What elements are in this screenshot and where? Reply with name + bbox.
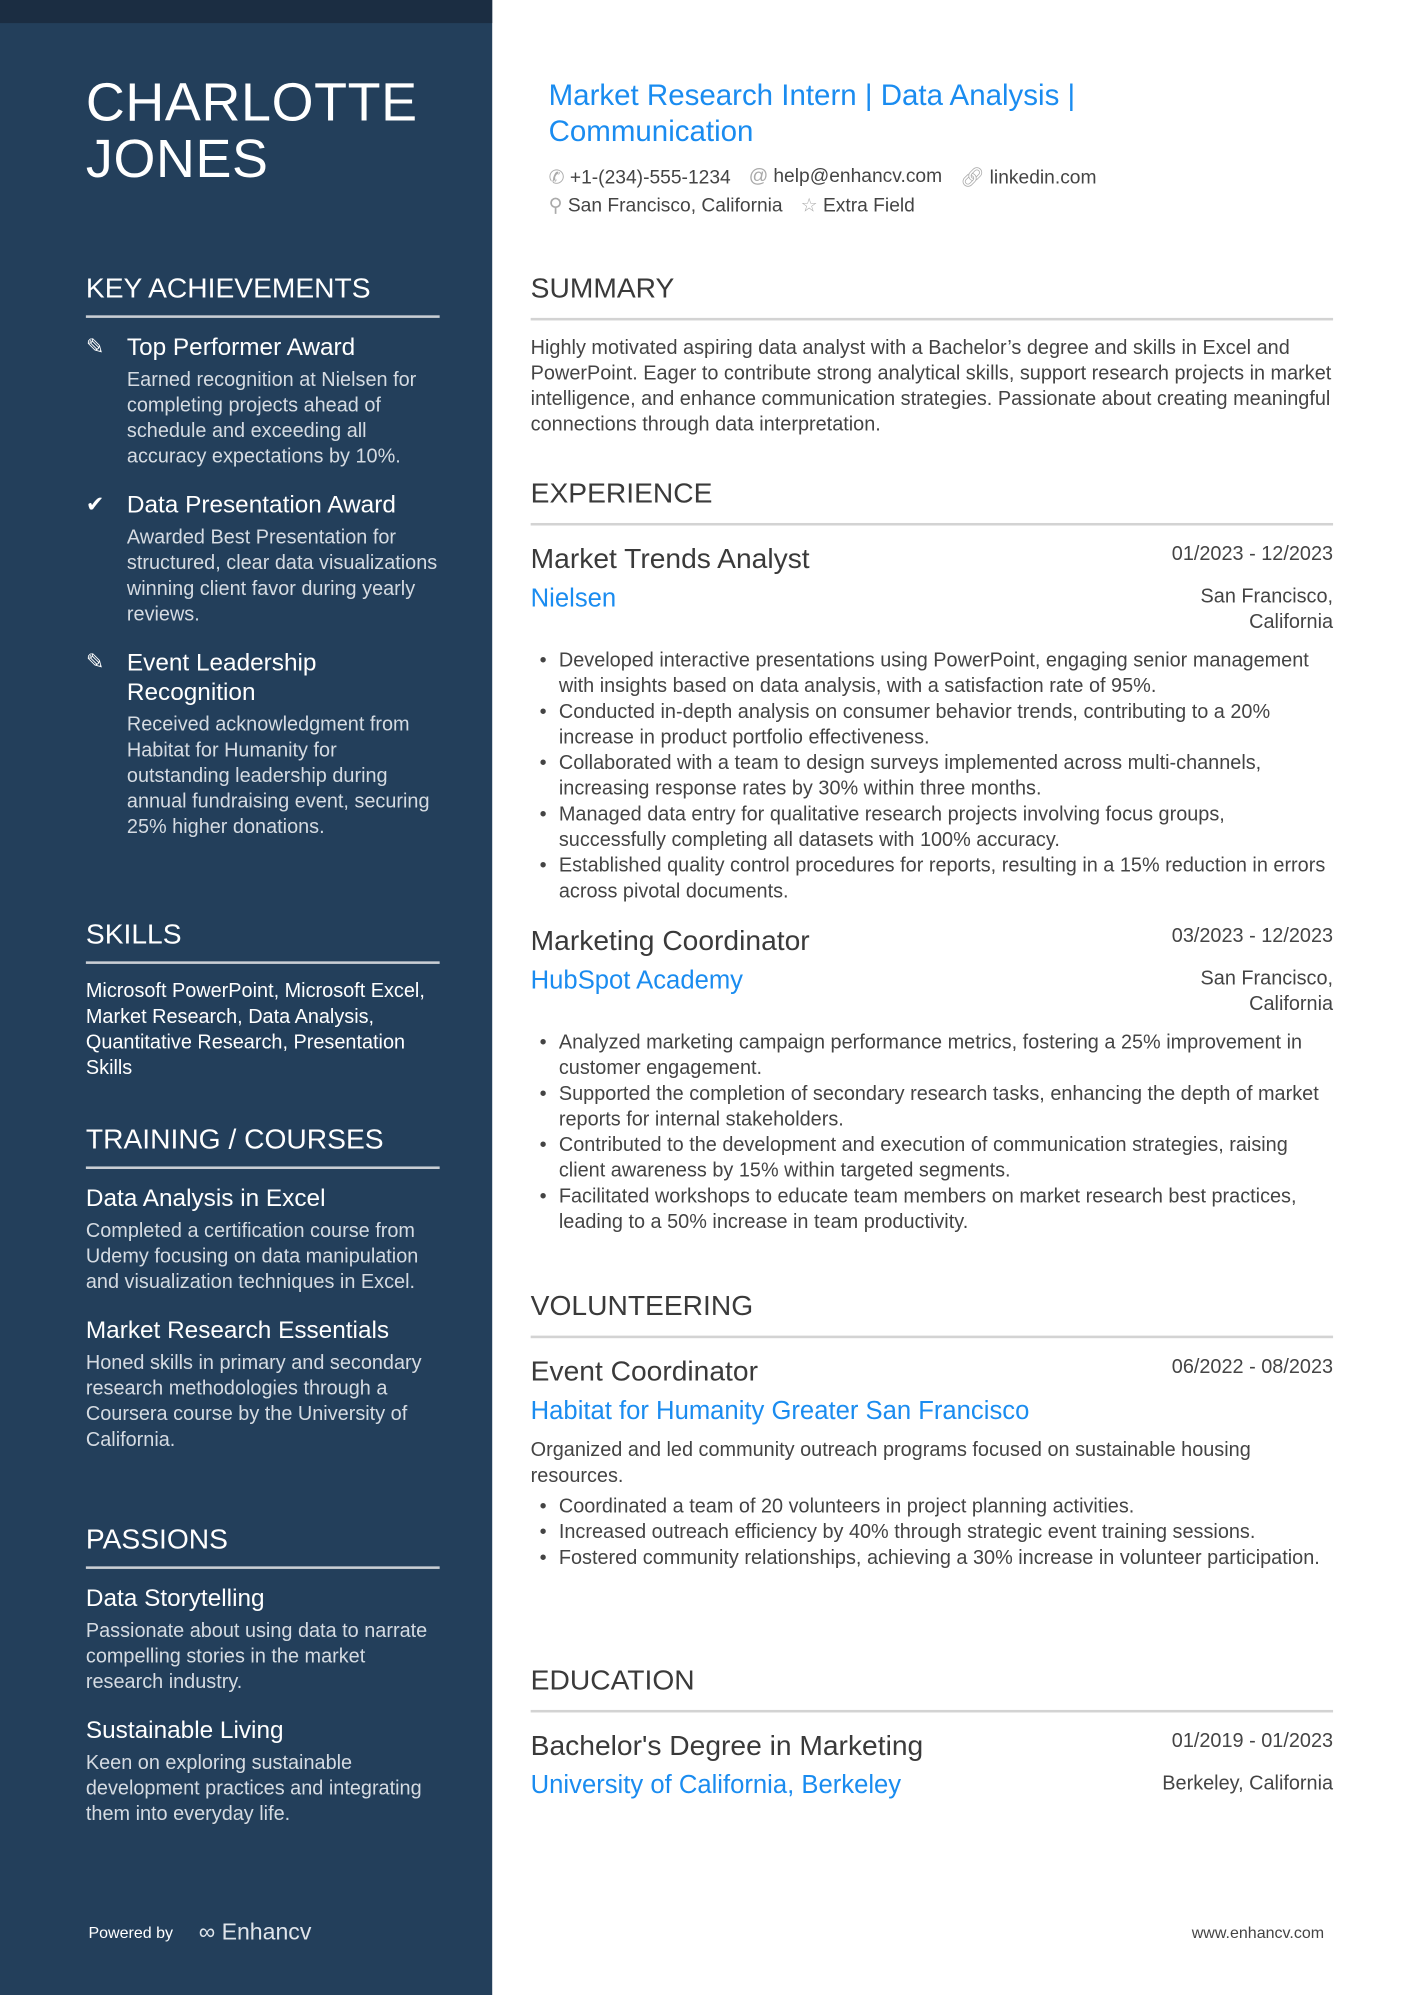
powered-by-label: Powered by: [88, 1923, 174, 1942]
footer-url[interactable]: www.enhancv.com: [1191, 1923, 1325, 1942]
achievement-title: Event Leadership Recognition: [126, 649, 317, 707]
bullet: • Supported the completion of secondary research tasks, enhancing the depth of market reports for internal stakeholders.: [531, 1082, 1333, 1133]
skills-list: Microsoft PowerPoint, Microsoft Excel, Market Research, Data Analysis, Quantitative Research, Presentation Skills: [85, 980, 425, 1080]
passion-item: [86, 1716, 440, 1828]
achievement-desc: Awarded Best Presentation for structured, clear data visualizations winning client favor during yearly reviews.: [126, 526, 438, 626]
phone-icon: ✆: [548, 166, 565, 189]
company[interactable]: HubSpot Academy: [530, 966, 744, 995]
section-heading: EXPERIENCE: [531, 477, 1333, 526]
passion-title: Sustainable Living: [85, 1717, 284, 1745]
summary-text: Highly motivated aspiring data analyst with a Bachelor’s degree and skills in Excel and PowerPoint. Eager to contribute strong analytical skills, support research projects in market intelligence, and enhance communication strategies. Passionate about creating meaningful connections through data interpretation.: [530, 337, 1332, 436]
company[interactable]: Nielsen: [530, 584, 617, 613]
bullet: • Facilitated workshops to educate team members on market research best practices, leading to a 50% increase in team productivity.: [531, 1184, 1333, 1235]
wand-icon: ✎: [85, 334, 105, 359]
passion-desc: Keen on exploring sustainable development practices and integrating them into everyday life.: [85, 1752, 422, 1826]
education-section: [531, 1664, 1333, 1820]
section-heading: TRAINING / COURSES: [86, 1123, 440, 1169]
bullet: • Coordinated a team of 20 volunteers in project planning activities.: [531, 1495, 1333, 1521]
training-title: Data Analysis in Excel: [85, 1185, 326, 1213]
achievement-title: Top Performer Award: [126, 334, 356, 362]
achievement-item: [86, 333, 440, 470]
achievement-desc: Earned recognition at Nielsen for completing projects ahead of schedule and exceeding all accuracy expectations by 10%.: [126, 369, 417, 468]
bullet: • Established quality control procedures for reports, resulting in a 15% reduction in errors across pivotal documents.: [531, 854, 1333, 905]
organization[interactable]: Habitat for Humanity Greater San Francisco: [530, 1397, 1030, 1426]
passions-section: [86, 1523, 440, 1849]
email[interactable]: help@enhancv.com: [773, 165, 943, 188]
education-location: Berkeley, California: [1162, 1772, 1334, 1795]
section-heading: VOLUNTEERING: [531, 1289, 1333, 1338]
contact-row-1: [549, 165, 1097, 188]
bullet: • Analyzed marketing campaign performance metrics, fostering a 25% improvement in customer engagement.: [531, 1031, 1333, 1082]
passion-item: [86, 1584, 440, 1696]
summary-section: [531, 272, 1333, 439]
bullet: • Managed data entry for qualitative research projects involving focus groups, successfully completing all datasets with 100% accuracy.: [531, 802, 1333, 853]
achievement-desc: Received acknowledgment from Habitat for Humanity for outstanding leadership during annual fundraising event, securing 25% higher donations.: [126, 713, 430, 839]
achievements-section: [86, 272, 440, 862]
headline: Market Research Intern | Data Analysis | Communication: [548, 78, 1076, 148]
bullet: • Contributed to the development and execution of communication strategies, raising client awareness by 15% within targeted segments.: [531, 1133, 1333, 1184]
phone[interactable]: +1-(234)-555-1234: [569, 166, 731, 189]
job-dates: 03/2023 - 12/2023: [1171, 925, 1334, 948]
powered-by: [88, 1919, 311, 1946]
passion-desc: Passionate about using data to narrate compelling stories in the market research industry.: [85, 1620, 428, 1694]
job-location: San Francisco, California: [1200, 967, 1334, 1016]
check-icon: ✔: [85, 492, 105, 517]
training-item: [86, 1316, 440, 1453]
job-entry: [531, 541, 1333, 905]
section-heading: SUMMARY: [531, 272, 1333, 321]
top-band: [0, 0, 492, 23]
volunteering-section: [531, 1289, 1333, 1589]
job-title: Market Trends Analyst: [530, 542, 810, 575]
bullet-list: [531, 649, 1333, 905]
role-title: Event Coordinator: [530, 1354, 758, 1387]
training-title: Market Research Essentials: [85, 1317, 390, 1345]
brand-name: Enhancv: [221, 1918, 312, 1945]
volunteer-dates: 06/2022 - 08/2023: [1171, 1356, 1334, 1378]
volunteer-desc: Organized and led community outreach programs focused on sustainable housing resources.: [530, 1439, 1251, 1487]
bullet: • Conducted in-depth analysis on consumer behavior trends, contributing to a 20% increase in product portfolio effectiveness.: [531, 700, 1333, 751]
bullet-list: [531, 1031, 1333, 1236]
section-heading: EDUCATION: [531, 1664, 1333, 1713]
job-entry: [531, 923, 1333, 1236]
education-dates: 01/2019 - 01/2023: [1171, 1730, 1334, 1753]
location-pin-icon: ⚲: [548, 194, 563, 217]
training-desc: Honed skills in primary and secondary research methodologies through a Coursera course by the University of California.: [85, 1352, 422, 1451]
at-icon: @: [748, 165, 769, 188]
extra-field: Extra Field: [822, 194, 915, 217]
training-section: [86, 1123, 440, 1474]
bullet-list: [531, 1495, 1333, 1572]
education-entry: [531, 1728, 1333, 1802]
sidebar: [0, 0, 492, 1995]
star-icon: ☆: [800, 194, 818, 217]
bullet: • Fostered community relationships, achieving a 30% increase in volunteer participation.: [531, 1546, 1333, 1572]
bullet: • Developed interactive presentations using PowerPoint, engaging senior management with insights based on data analysis, with a satisfaction rate of 95%.: [531, 649, 1333, 700]
degree: Bachelor's Degree in Marketing: [530, 1729, 924, 1762]
job-title: Marketing Coordinator: [530, 924, 810, 957]
section-heading: KEY ACHIEVEMENTS: [86, 272, 440, 318]
section-heading: PASSIONS: [86, 1523, 440, 1569]
bullet: • Collaborated with a team to design surveys implemented across multi-channels, increasing response rates by 30% within three months.: [531, 751, 1333, 802]
location: San Francisco, California: [567, 194, 783, 217]
job-dates: 01/2023 - 12/2023: [1171, 543, 1334, 566]
training-desc: Completed a certification course from Udemy focusing on data manipulation and visualization techniques in Excel.: [85, 1220, 419, 1294]
bullet: • Increased outreach efficiency by 40% through strategic event training sessions.: [531, 1520, 1333, 1546]
achievement-item: [86, 649, 440, 841]
achievement-item: [86, 491, 440, 628]
job-location: San Francisco, California: [1200, 585, 1334, 634]
linkedin[interactable]: linkedin.com: [989, 166, 1097, 189]
link-icon: 🔗︎: [960, 166, 985, 189]
section-heading: SKILLS: [86, 918, 440, 964]
wand-icon: ✎: [85, 649, 105, 675]
contact-row-2: [549, 194, 915, 217]
enhancv-logo[interactable]: [199, 1919, 312, 1946]
volunteer-entry: [531, 1354, 1333, 1572]
experience-section: [531, 477, 1333, 1254]
achievement-title: Data Presentation Award: [126, 492, 396, 520]
candidate-name: CHARLOTTE JONES: [85, 71, 418, 189]
skills-section: [86, 918, 440, 1082]
passion-title: Data Storytelling: [85, 1585, 265, 1613]
enhancv-logo-icon: ∞: [198, 1918, 222, 1945]
school[interactable]: University of California, Berkeley: [530, 1771, 902, 1800]
training-item: [86, 1184, 440, 1296]
